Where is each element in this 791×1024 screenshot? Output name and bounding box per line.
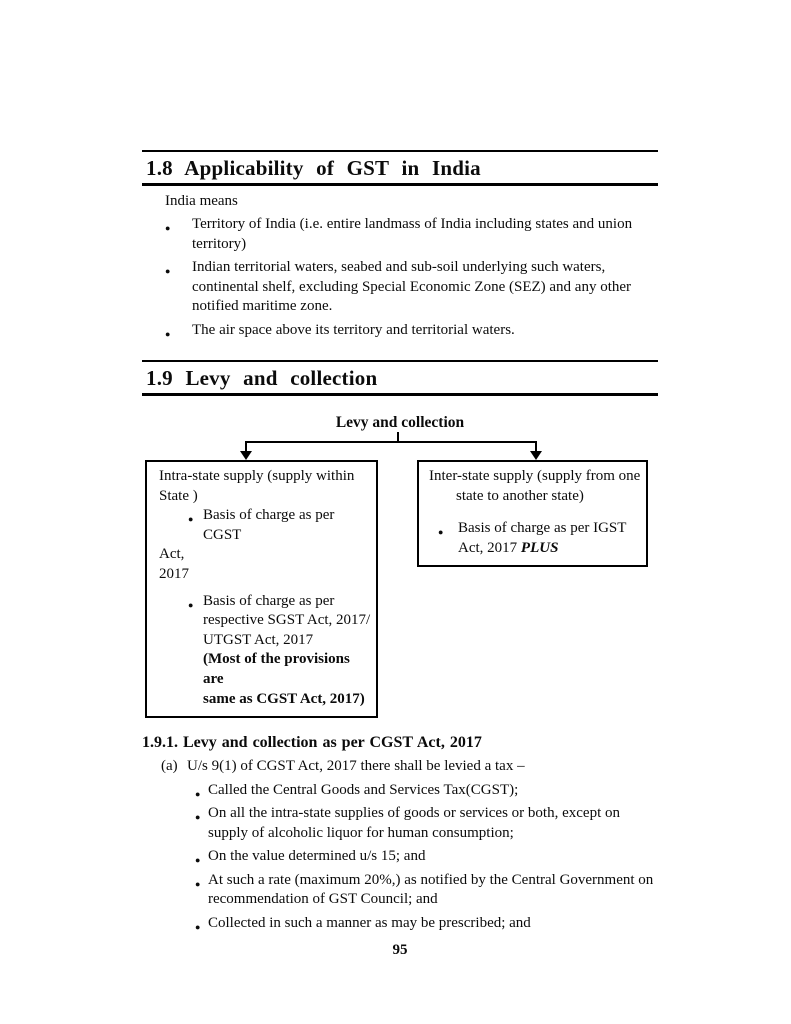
clause-a-label: (a) bbox=[161, 758, 178, 775]
page-number: 95 bbox=[392, 942, 408, 959]
inter-box-wrap-normal: Act, 2017 bbox=[458, 539, 521, 556]
heading-rule-bottom bbox=[142, 393, 658, 396]
page-content bbox=[142, 150, 658, 959]
intra-box-note-line: (Most of the provisions are bbox=[203, 651, 350, 687]
heading-rule-bottom bbox=[142, 183, 658, 186]
intra-box-bullet: ● Basis of charge as per bbox=[147, 592, 374, 612]
intra-box-wrap-line: respective SGST Act, 2017/ bbox=[203, 612, 371, 629]
inter-state-box bbox=[417, 460, 648, 567]
india-definition-list bbox=[142, 215, 658, 340]
list-item: ● Collected in such a manner as may be prescribed; and bbox=[142, 914, 658, 934]
section-1-9-1-heading: 1.9.1. Levy and collection as per CGST Act, 2017 bbox=[142, 734, 482, 752]
list-item: ● On all the intra-state supplies of goods or services or both, except on supply of alcoholic liquor for human consumption; bbox=[142, 804, 658, 843]
list-item: ● On the value determined u/s 15; and bbox=[142, 847, 658, 867]
clause-a-text: U/s 9(1) of CGST Act, 2017 there shall be levied a tax – bbox=[187, 758, 525, 775]
list-item: ● Territory of India (i.e. entire landmass of India including states and union territory) bbox=[142, 215, 658, 254]
section-1-9-heading: 1.9 Levy and collection bbox=[146, 366, 378, 390]
intra-box-note-line: same as CGST Act, 2017) bbox=[203, 690, 365, 707]
intra-box-wrap-line: UTGST Act, 2017 bbox=[203, 631, 314, 648]
plus-emphasis: PLUS bbox=[520, 539, 559, 556]
intra-box-wrap-line: Act, bbox=[159, 546, 185, 563]
section-1-8 bbox=[142, 150, 658, 340]
intra-box-bullet: ● Basis of charge as per CGST bbox=[147, 506, 374, 545]
inter-box-title-line: Inter-state supply (supply from one bbox=[429, 468, 641, 484]
intra-box-wrap-line: 2017 bbox=[159, 565, 189, 582]
connector-arrows-icon bbox=[142, 432, 658, 460]
intra-box-title-line: Intra-state supply (supply within bbox=[159, 468, 355, 484]
india-means-text: India means bbox=[165, 193, 238, 209]
intra-state-box bbox=[145, 460, 378, 718]
section-1-9-1 bbox=[142, 733, 658, 933]
list-item: ● The air space above its territory and territorial waters. bbox=[142, 321, 658, 341]
cgst-levy-list bbox=[142, 781, 658, 934]
diagram-boxes bbox=[142, 460, 658, 718]
list-item: ● At such a rate (maximum 20%,) as notified by the Central Government on recommendation of GST Council; and bbox=[142, 871, 658, 910]
inter-box-title-line: state to another state) bbox=[456, 487, 584, 504]
clause-a bbox=[142, 757, 658, 777]
inter-box-wrap-line bbox=[419, 539, 644, 559]
levy-collection-diagram bbox=[142, 413, 658, 718]
section-1-9 bbox=[142, 360, 658, 718]
section-1-8-heading: 1.8 Applicability of GST in India bbox=[146, 156, 481, 180]
diagram-title: Levy and collection bbox=[335, 414, 465, 431]
intra-box-title-line: State ) bbox=[159, 487, 198, 504]
list-item: ● Called the Central Goods and Services Tax(CGST); bbox=[142, 781, 658, 801]
inter-box-bullet: ● Basis of charge as per IGST bbox=[419, 519, 644, 539]
list-item: ● Indian territorial waters, seabed and sub-soil underlying such waters, continental shelf, excluding Special Economic Zone (SEZ) and any other notified maritime zone. bbox=[142, 258, 658, 317]
